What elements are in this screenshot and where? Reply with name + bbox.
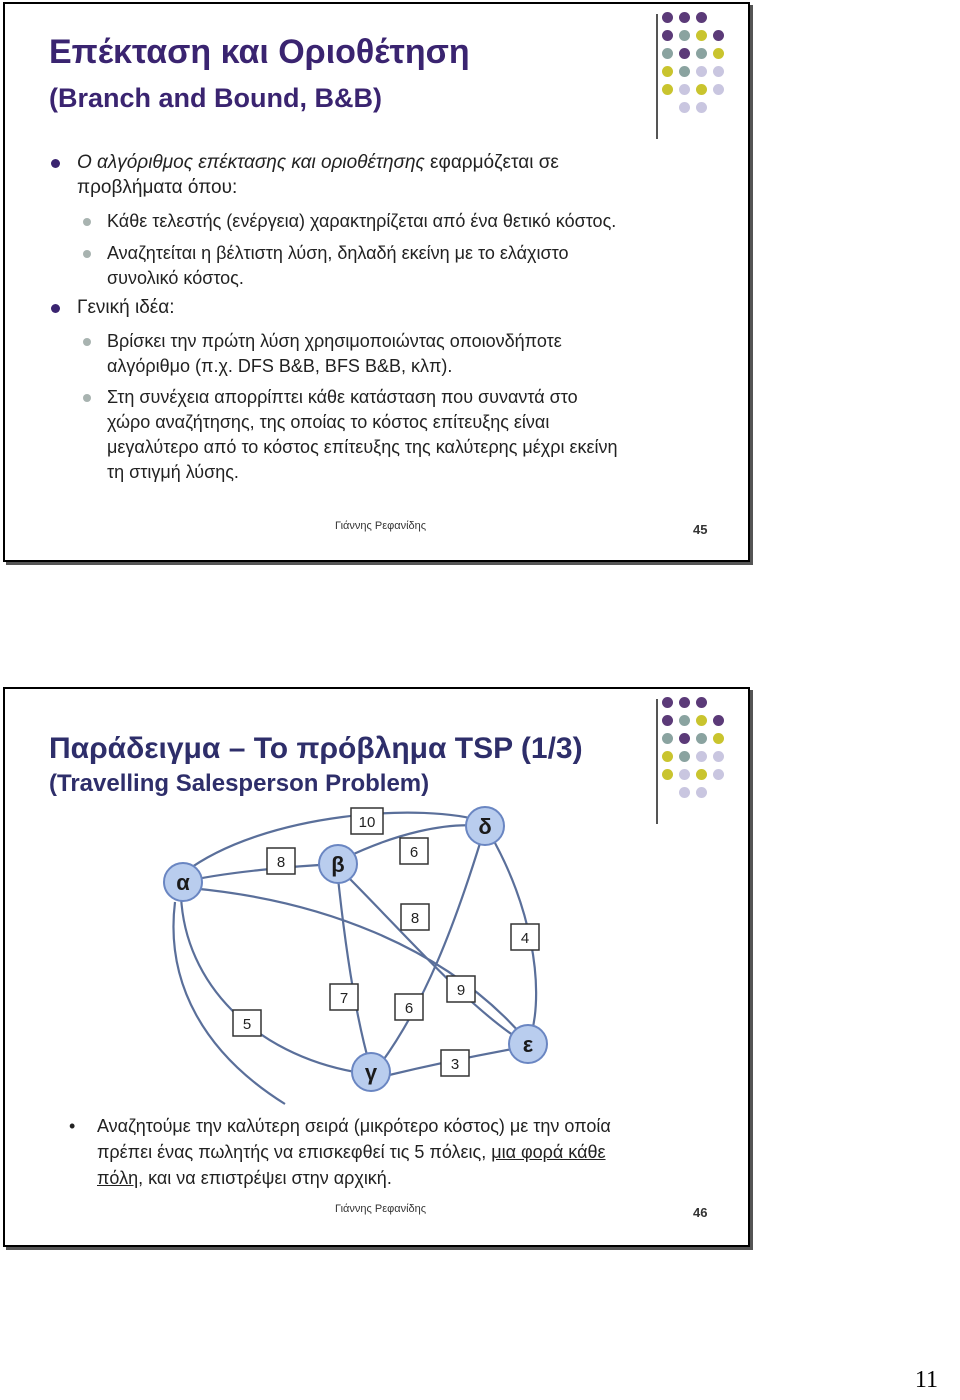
decorative-dot	[679, 715, 690, 726]
decorative-dot	[679, 787, 690, 798]
underlined-text: πόλη	[97, 1168, 139, 1188]
decorative-dot	[679, 697, 690, 708]
decorative-dot	[662, 733, 673, 744]
decorative-dot	[696, 48, 707, 59]
sub-bullet-dot-icon	[83, 250, 91, 258]
svg-text:5: 5	[242, 1016, 252, 1033]
svg-text:6: 6	[404, 1000, 414, 1017]
decorative-dot	[662, 30, 673, 41]
node-epsilon	[509, 1025, 547, 1063]
svg-text:α: α	[176, 870, 190, 895]
edge-b-c	[338, 878, 370, 1066]
decorative-dot	[679, 12, 690, 23]
edge-a-c	[181, 896, 355, 1072]
underlined-text: μια φορά κάθε	[491, 1142, 606, 1162]
decorative-dot	[713, 84, 724, 95]
svg-text:4: 4	[520, 930, 530, 947]
decorative-dot	[696, 751, 707, 762]
svg-text:7: 7	[339, 990, 349, 1007]
svg-text:3: 3	[450, 1056, 460, 1073]
bullet-item	[77, 295, 175, 320]
svg-text:δ: δ	[478, 814, 492, 839]
node-alpha	[164, 863, 202, 901]
decorative-dot	[679, 769, 690, 780]
decorative-dot	[696, 697, 707, 708]
weight-ac	[233, 1010, 261, 1036]
slide-subtitle: (Branch and Bound, B&B)	[49, 83, 382, 113]
decorative-dot	[713, 751, 724, 762]
weight-bc	[330, 984, 358, 1010]
tsp-graph	[145, 804, 585, 1109]
edge-a-bottom	[173, 902, 285, 1104]
svg-text:8: 8	[276, 854, 286, 871]
slide-45	[3, 2, 750, 562]
weight-dc	[447, 976, 475, 1002]
slide-46	[3, 687, 750, 1247]
sub-bullet-text: συνολικό κόστος.	[107, 268, 244, 288]
svg-text:10: 10	[358, 814, 376, 831]
sub-bullet-text: Κάθε τελεστής (ενέργεια) χαρακτηρίζεται από ένα θετικό κόστος.	[107, 211, 617, 231]
slide-title: Επέκταση και Οριοθέτηση	[49, 33, 470, 71]
sub-bullet-text: αλγόριθμο (π.χ. DFS B&B, BFS B&B, κλπ).	[107, 356, 453, 376]
decorative-dot	[679, 30, 690, 41]
bullet-italic-text: Ο αλγόριθμος επέκτασης και οριοθέτησης	[77, 152, 425, 173]
bullet-text: Γενική ιδέα:	[77, 297, 175, 318]
slide-subtitle: (Travelling Salesperson Problem)	[49, 770, 430, 797]
decorative-dot	[713, 715, 724, 726]
weight-ab	[267, 848, 295, 874]
page-number: 11	[914, 1367, 938, 1393]
weight-ae	[401, 904, 429, 930]
sub-bullet-item	[107, 385, 618, 485]
slide-number: 45	[693, 522, 708, 537]
svg-text:β: β	[331, 852, 345, 877]
node-beta	[319, 845, 357, 883]
slide-number: 46	[693, 1205, 708, 1220]
decorative-dot	[662, 48, 673, 59]
edge-d-c	[379, 840, 481, 1066]
decorative-dot	[696, 715, 707, 726]
sub-bullet-text: Αναζητείται η βέλτιστη λύση, δηλαδή εκείνη με το ελάχιστο	[107, 243, 569, 263]
sub-bullet-text: Στη συνέχεια απορρίπτει κάθε κατάσταση που συναντά στο	[107, 387, 578, 407]
slide-title: Παράδειγμα – Το πρόβλημα TSP (1/3)	[49, 732, 583, 765]
sub-bullet-text: τη στιγμή λύσης.	[107, 462, 239, 482]
sub-bullet-item	[107, 329, 562, 379]
bullet-dot-icon: •	[69, 1116, 76, 1136]
weight-de	[511, 924, 539, 950]
weight-be	[395, 994, 423, 1020]
decorative-dot	[696, 12, 707, 23]
decorative-dot	[713, 769, 724, 780]
decorative-dot	[696, 66, 707, 77]
decorative-dot	[696, 102, 707, 113]
bullet-item	[77, 150, 559, 200]
edge-b-e	[345, 874, 520, 1040]
decorative-dot	[662, 697, 673, 708]
bullet-dot-icon	[51, 159, 60, 168]
bullet-text: εφαρμόζεται σε	[424, 152, 559, 173]
node-delta	[466, 807, 504, 845]
sub-bullet-text: χώρο αναζήτησης, της οποίας το κόστος επίτευξης είναι	[107, 412, 550, 432]
svg-text:ε: ε	[522, 1032, 534, 1057]
divider-line	[656, 699, 658, 824]
decorative-dot	[696, 30, 707, 41]
sub-bullet-text: μεγαλύτερο από το κόστος επίτευξης της καλύτερης μέχρι εκείνη	[107, 437, 618, 457]
sub-bullet-item	[107, 209, 616, 234]
weight-bd	[400, 838, 428, 864]
sub-bullet-dot-icon	[83, 218, 91, 226]
decorative-dot	[696, 787, 707, 798]
footer-author: Γιάννης Ρεφανίδης	[335, 520, 427, 532]
edge-a-b	[183, 864, 338, 882]
decorative-dot	[662, 751, 673, 762]
decorative-dot	[662, 66, 673, 77]
problem-description	[69, 1113, 717, 1191]
decorative-dots	[662, 697, 736, 807]
decorative-dot	[679, 102, 690, 113]
decorative-dot	[679, 84, 690, 95]
decorative-dot	[696, 769, 707, 780]
decorative-dot	[679, 48, 690, 59]
bullet-dot-icon	[51, 304, 60, 313]
weight-boxes	[233, 808, 539, 1076]
decorative-dot	[662, 715, 673, 726]
svg-text:γ: γ	[364, 1060, 378, 1085]
divider-line	[656, 14, 658, 139]
weight-ce	[441, 1050, 469, 1076]
description-text: πρέπει ένας πωλητής να επισκεφθεί τις 5 πόλεις,	[97, 1142, 492, 1162]
decorative-dot	[679, 66, 690, 77]
decorative-dots	[662, 12, 736, 122]
decorative-dot	[713, 48, 724, 59]
decorative-dot	[662, 769, 673, 780]
bullet-text: προβλήματα όπου:	[77, 177, 238, 198]
decorative-dot	[696, 84, 707, 95]
sub-bullet-dot-icon	[83, 338, 91, 346]
decorative-dot	[679, 751, 690, 762]
svg-text:8: 8	[410, 910, 420, 927]
description-text: Αναζητούμε την καλύτερη σειρά (μικρότερο κόστος) με την οποία	[97, 1116, 611, 1136]
node-gamma	[352, 1053, 390, 1091]
decorative-dot	[679, 733, 690, 744]
sub-bullet-item	[107, 241, 568, 291]
decorative-dot	[713, 66, 724, 77]
decorative-dot	[713, 733, 724, 744]
footer-author: Γιάννης Ρεφανίδης	[335, 1203, 427, 1215]
decorative-dot	[713, 30, 724, 41]
sub-bullet-dot-icon	[83, 394, 91, 402]
weight-ad	[351, 808, 383, 834]
decorative-dot	[696, 733, 707, 744]
decorative-dot	[662, 84, 673, 95]
description-text: , και να επιστρέψει στην αρχική.	[138, 1168, 392, 1188]
svg-text:6: 6	[409, 844, 419, 861]
decorative-dot	[662, 12, 673, 23]
svg-text:9: 9	[456, 982, 466, 999]
sub-bullet-text: Βρίσκει την πρώτη λύση χρησιμοποιώντας οποιονδήποτε	[107, 331, 562, 351]
